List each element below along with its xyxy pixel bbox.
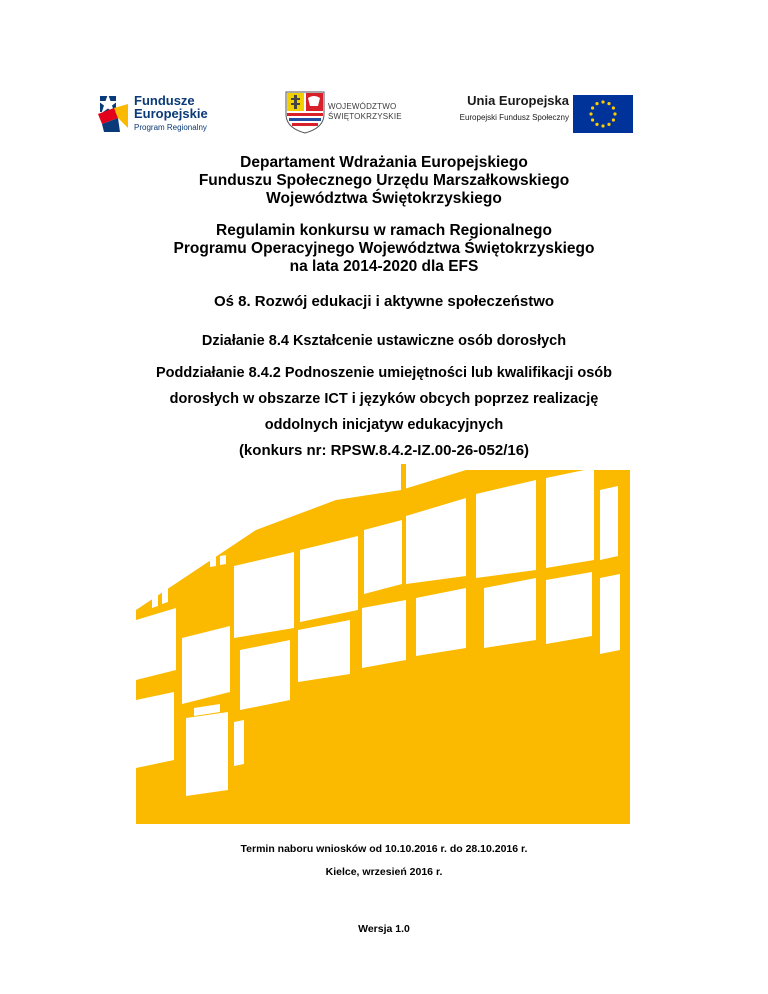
subaction-line2: dorosłych w obszarze ICT i języków obcych poprzez realizację (169, 391, 599, 407)
fe-star-icon (94, 88, 132, 138)
contest-number: (konkurs nr: RPSW.8.4.2-IZ.00-26-052/16) (238, 442, 530, 459)
coat-of-arms-icon (284, 88, 326, 134)
fe-line1: Fundusze (134, 93, 195, 108)
subaction-title (0, 360, 768, 438)
ue-line2: Europejski Fundusz Społeczny (459, 113, 569, 122)
building-graphic (136, 460, 630, 824)
wojewodztwo-logo (284, 88, 424, 138)
department-line2: Funduszu Społecznego Urzędu Marszałkowskiego (198, 172, 570, 189)
fundusze-europejskie-logo (94, 88, 244, 138)
version-text: Wersja 1.0 (358, 923, 410, 935)
ue-line1: Unia Europejska (467, 93, 569, 108)
department-line3: Województwa Świętokrzyskiego (266, 190, 502, 207)
eu-flag-icon (573, 95, 633, 133)
regulation-line1: Regulamin konkursu w ramach Regionalnego (216, 222, 552, 239)
department-heading (0, 154, 768, 208)
subaction-line3: oddolnych inicjatyw edukacyjnych (264, 417, 504, 433)
priority-axis: Oś 8. Rozwój edukacji i aktywne społeczeństwo (213, 293, 555, 310)
fe-line3: Program Regionalny (134, 123, 207, 132)
department-line1: Departament Wdrażania Europejskiego (240, 154, 528, 171)
place-date-text: Kielce, wrzesień 2016 r. (325, 866, 443, 878)
ws-line1: WOJEWÓDZTWO (328, 102, 397, 111)
ws-line2: ŚWIĘTOKRZYSKIE (328, 112, 402, 121)
regulation-line3: na lata 2014-2020 dla EFS (289, 258, 479, 275)
subaction-line1: Poddziałanie 8.4.2 Podnoszenie umiejętności lub kwalifikacji osób (155, 365, 613, 381)
logo-bar (0, 88, 768, 138)
deadline-text: Termin naboru wniosków od 10.10.2016 r. do 28.10.2016 r. (240, 843, 528, 855)
action-title: Działanie 8.4 Kształcenie ustawiczne osób dorosłych (201, 333, 567, 349)
regulation-line2: Programu Operacyjnego Województwa Świętokrzyskiego (173, 240, 595, 257)
fe-line2: Europejskie (134, 106, 208, 121)
regulation-title (0, 222, 768, 276)
unia-europejska-logo (437, 88, 637, 138)
